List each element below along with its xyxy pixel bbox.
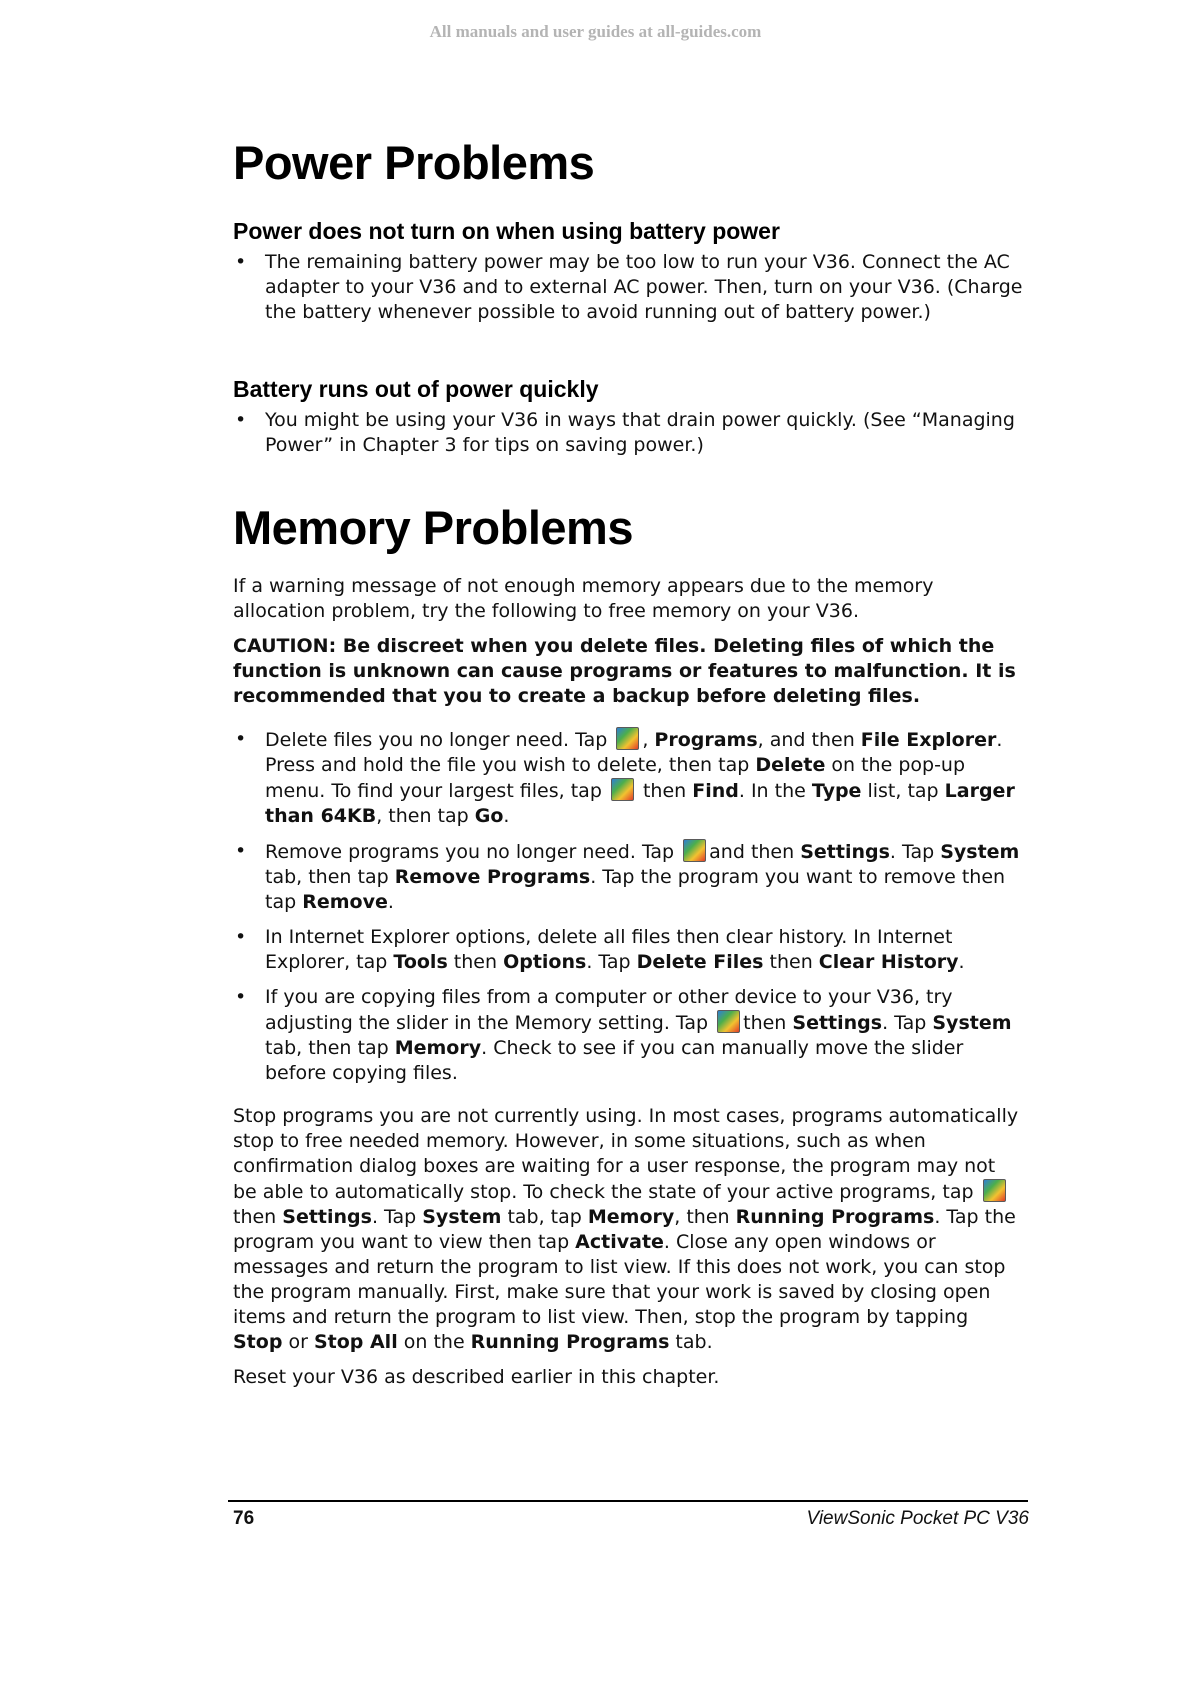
start-menu-icon <box>683 839 706 862</box>
memory-bullet-list <box>233 727 1023 1086</box>
reset-paragraph: Reset your V36 as described earlier in this chapter. <box>233 1366 720 1388</box>
start-menu-icon <box>616 727 639 750</box>
start-menu-icon <box>983 1179 1006 1202</box>
battery-power-heading: Power does not turn on when using battery power <box>233 218 780 244</box>
battery-power-bullet: • The remaining battery power may be too low to run your V36. Connect the AC adapter to your V36 and to external AC power. Then, turn on your V36. (Charge the battery whenever possible to avoid running out of battery power.) <box>233 250 1023 325</box>
start-menu-icon <box>611 778 634 801</box>
page-number: 76 <box>233 1508 255 1529</box>
stop-programs-paragraph: Stop programs you are not currently using. In most cases, programs automatically stop to free needed memory. However, in some situations, such as when confirmation dialog boxes are waiting for a user response, the program may not be able to automatically stop. To check the state of your active programs, tap then Settings. Tap System tab, tap Memory, then Running Programs. Tap the program you want to view then tap Activate. Close any open windows or messages and return the program to list view. If this does not work, you can stop the program manually. First, make sure that your work is saved by closing open items and return the program to list view. Then, stop the program by tapping Stop or Stop All on the Running Programs tab. <box>233 1105 1019 1353</box>
battery-power-section <box>233 250 1023 335</box>
battery-drain-section <box>233 408 1023 468</box>
memory-intro: If a warning message of not enough memory appears due to the memory allocation problem, try the following to free memory on your V36. <box>233 575 934 622</box>
footer-product-title: ViewSonic Pocket PC V36 <box>806 1508 1029 1529</box>
start-menu-icon <box>717 1010 740 1033</box>
footer-divider <box>228 1500 1028 1502</box>
memory-problems-title: Memory Problems <box>233 501 633 554</box>
internet-explorer-bullet: • In Internet Explorer options, delete all files then clear history. In Internet Explorer, tap Tools then Options. Tap Delete Files then Clear History. <box>233 925 1023 975</box>
delete-files-bullet: • Delete files you no longer need. Tap , Programs, and then File Explorer. Press and hold the file you wish to delete, then tap Delete on the pop-up menu. To find your largest files, tap then Find. In the Type list, tap Larger than 64KB, then tap Go. <box>233 727 1023 829</box>
memory-section <box>233 574 1023 1400</box>
battery-drain-bullet: • You might be using your V36 in ways that drain power quickly. (See “Managing Power” in Chapter 3 for tips on saving power.) <box>233 408 1023 458</box>
battery-drain-heading: Battery runs out of power quickly <box>233 376 599 402</box>
memory-slider-bullet: • If you are copying files from a computer or other device to your V36, try adjusting the slider in the Memory setting. Tap then Settings. Tap System tab, then tap Memory. Check to see if you can manually move the slider before copying files. <box>233 985 1023 1086</box>
remove-programs-bullet: • Remove programs you no longer need. Tap and then Settings. Tap System tab, then tap Remove Programs. Tap the program you want to remove then tap Remove. <box>233 839 1023 915</box>
power-problems-title: Power Problems <box>233 136 595 189</box>
watermark: All manuals and user guides at all-guides.com <box>429 22 762 41</box>
caution-note: CAUTION: Be discreet when you delete files. Deleting files of which the function is unknown can cause programs or features to malfunction. It is recommended that you to create a backup before deleting files. <box>233 635 1016 707</box>
